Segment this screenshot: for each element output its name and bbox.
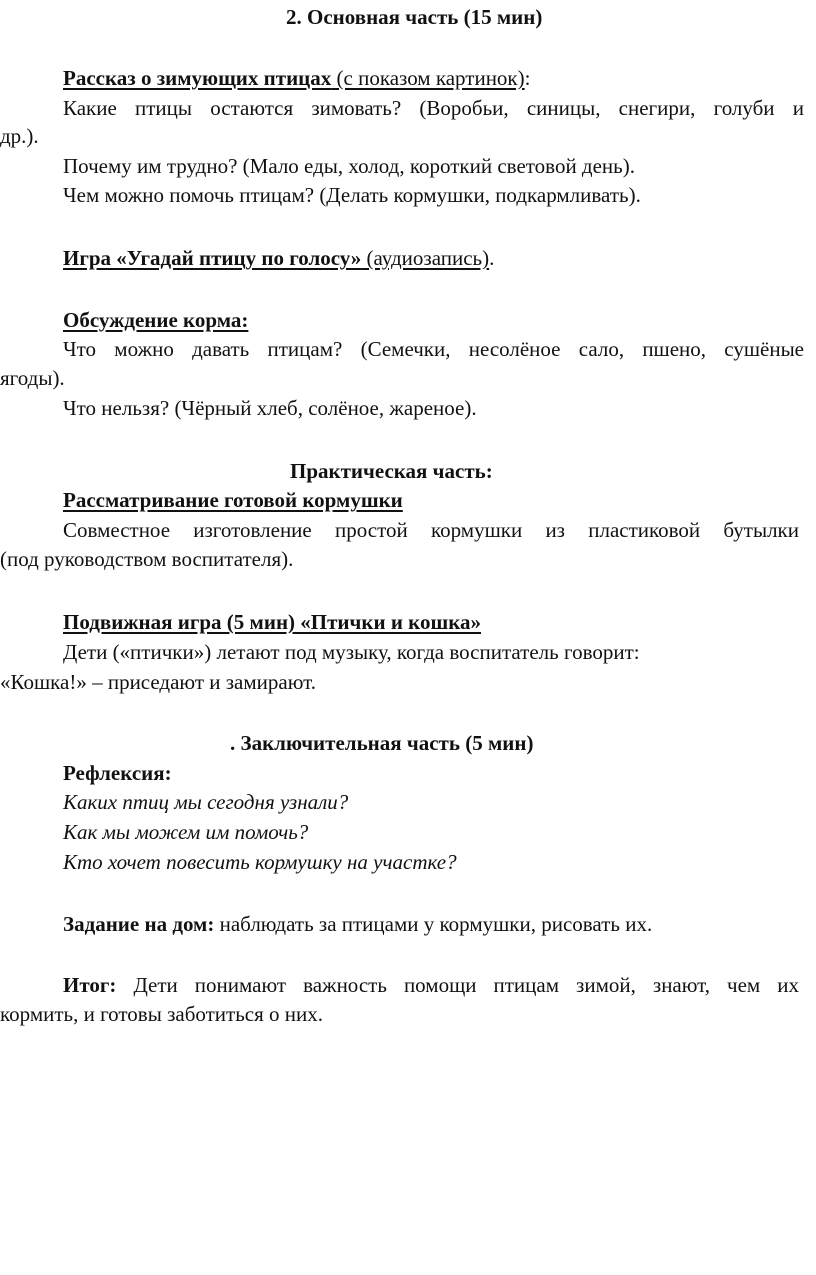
final-section-heading: . Заключительная часть (5 мин): [230, 731, 534, 755]
active-game-title: Подвижная игра (5 мин) «Птички и кошка»: [63, 610, 482, 634]
result-line-1: [63, 975, 799, 996]
food-question-2: Что нельзя? (Чёрный хлеб, солёное, жареное).: [63, 396, 477, 420]
practical-subtitle: Рассматривание готовой кормушки: [63, 488, 403, 512]
reflection-question-3: Кто хочет повесить кормушку на участке?: [63, 850, 457, 874]
reflection-title: Рефлексия:: [63, 761, 172, 785]
result-label: Итог:: [63, 973, 117, 997]
story-note: (с показом картинок): [331, 66, 525, 90]
reflection-question-1: Каких птиц мы сегодня узнали?: [63, 790, 349, 814]
story-question-3: Чем можно помочь птицам? (Делать кормушки, подкармливать).: [63, 183, 641, 207]
practical-text-line-2: (под руководством воспитателя).: [0, 547, 294, 571]
food-title: Обсуждение корма:: [63, 308, 249, 332]
main-section-heading: 2. Основная часть (15 мин): [286, 5, 543, 29]
story-heading-line: [63, 68, 530, 89]
game-title: Игра «Угадай птицу по голосу»: [63, 246, 362, 270]
story-question-1-line-2: др.).: [0, 124, 39, 148]
result-text-line-1: Дети понимают важность помощи птицам зимой, знают, чем их: [116, 973, 799, 997]
food-question-1-line-2: ягоды).: [0, 366, 65, 390]
reflection-question-2: Как мы можем им помочь?: [63, 820, 309, 844]
homework-line: [63, 914, 652, 935]
practical-section-heading: Практическая часть:: [290, 459, 493, 483]
game-note: (аудиозапись): [361, 246, 490, 270]
story-question-2: Почему им трудно? (Мало еды, холод, короткий световой день).: [63, 154, 635, 178]
active-game-text-line-2: «Кошка!» – приседают и замирают.: [0, 670, 316, 694]
food-question-1-line-1: Что можно давать птицам? (Семечки, несолёное сало, пшено, сушёные: [63, 337, 804, 361]
result-text-line-2: кормить, и готовы заботиться о них.: [0, 1002, 323, 1026]
homework-text: наблюдать за птицами у кормушки, рисовать их.: [214, 912, 653, 936]
game-dot: .: [489, 246, 495, 270]
story-title: Рассказ о зимующих птицах: [63, 66, 332, 90]
story-colon: :: [524, 66, 531, 90]
game-heading-line: [63, 248, 494, 269]
story-question-1-line-1: Какие птицы остаются зимовать? (Воробьи, синицы, снегири, голуби и: [63, 96, 804, 120]
practical-text-line-1: Совместное изготовление простой кормушки из пластиковой бутылки: [63, 518, 799, 542]
active-game-text-line-1: Дети («птички») летают под музыку, когда воспитатель говорит:: [63, 640, 640, 664]
homework-label: Задание на дом:: [63, 912, 215, 936]
